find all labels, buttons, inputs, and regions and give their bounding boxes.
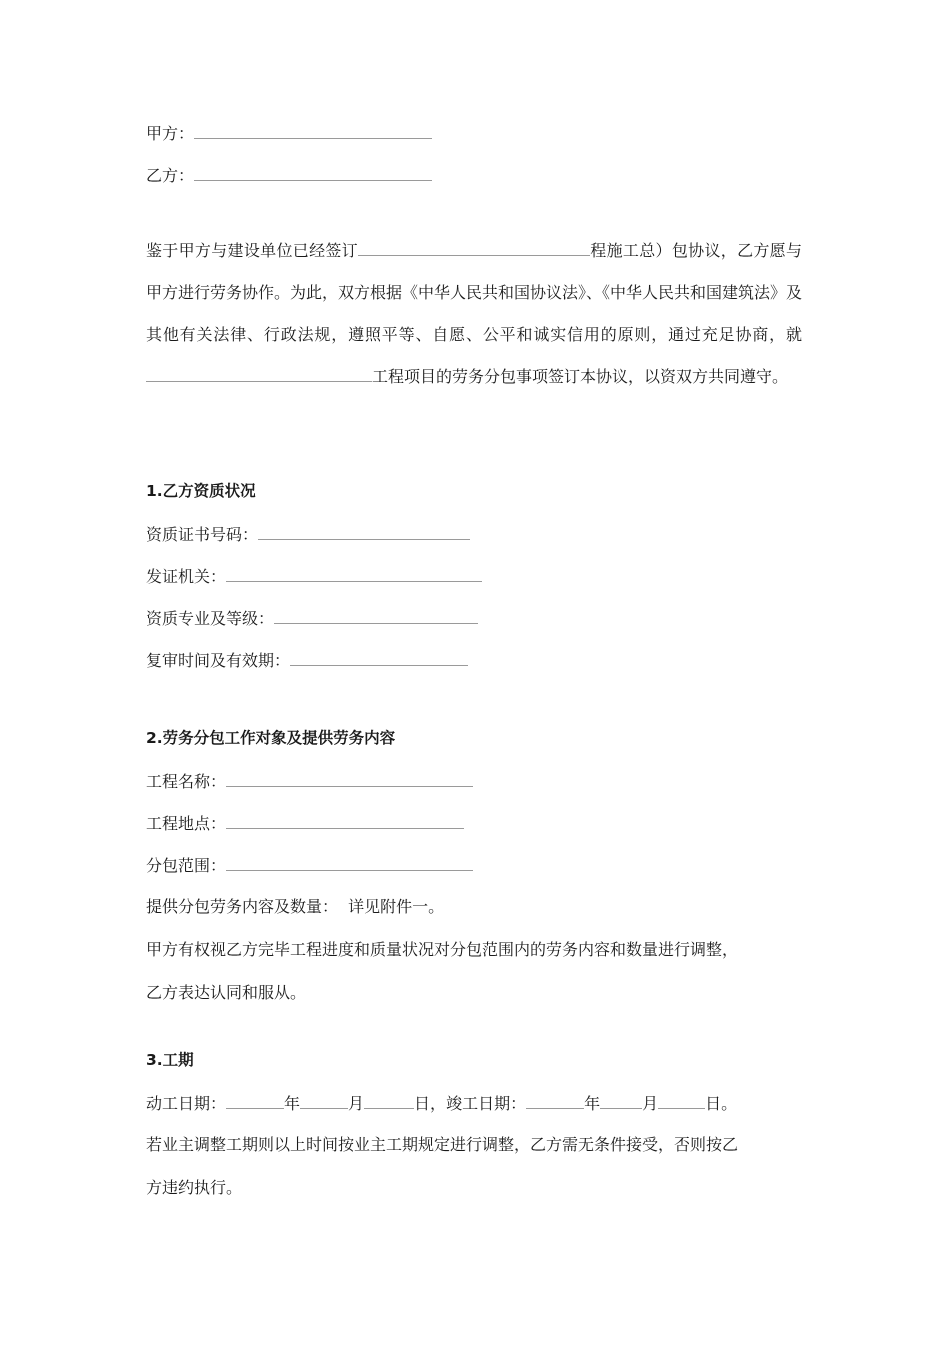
party-a-row: [146, 121, 432, 145]
party-b-blank[interactable]: [194, 163, 432, 181]
end-date-label: 竣工日期：: [446, 1094, 527, 1113]
subcontract-scope-row: [146, 853, 473, 877]
preamble-part1: 鉴于甲方与建设单位已经签订: [146, 241, 358, 260]
party-a-label: 甲方：: [146, 124, 195, 143]
issuing-authority-label: 发证机关：: [146, 567, 227, 586]
start-month-blank[interactable]: [300, 1091, 348, 1109]
schedule-note-line-1: 若业主调整工期则以上时间按业主工期规定进行调整，乙方需无条件接受，否则按乙: [146, 1135, 739, 1154]
issuing-authority-row: [146, 564, 482, 588]
party-b-row: [146, 163, 432, 187]
cert-number-row: [146, 522, 470, 546]
cert-number-label: 资质证书号码：: [146, 525, 259, 544]
end-month-label: 月: [642, 1094, 659, 1113]
end-year-blank[interactable]: [526, 1091, 584, 1109]
schedule-note-line-2: 方违约执行。: [146, 1178, 243, 1197]
project-location-blank[interactable]: [226, 811, 464, 829]
preamble-paragraph: [146, 230, 802, 398]
project-name-field-blank[interactable]: [226, 769, 473, 787]
schedule-row: [146, 1091, 737, 1115]
end-day-blank[interactable]: [658, 1091, 705, 1109]
issuing-authority-blank[interactable]: [226, 564, 482, 582]
labor-content-line: 提供分包劳务内容及数量： 详见附件一。: [146, 897, 445, 916]
project-name-blank[interactable]: [146, 363, 372, 382]
section2-heading: 2.劳务分包工作对象及提供劳务内容: [146, 729, 396, 747]
start-day-label: 日，: [414, 1094, 447, 1113]
start-date-label: 动工日期：: [146, 1094, 227, 1113]
section1-heading: 1.乙方资质状况: [146, 482, 256, 500]
qualification-grade-row: [146, 606, 478, 630]
adjust-line-2: 乙方表达认同和服从。: [146, 983, 307, 1002]
project-name-label: 工程名称：: [146, 772, 227, 791]
adjust-line-1: 甲方有权视乙方完毕工程进度和质量状况对分包范围内的劳务内容和数量进行调整，: [146, 940, 739, 959]
review-validity-row: [146, 648, 468, 672]
party-b-label: 乙方：: [146, 166, 195, 185]
party-a-blank[interactable]: [194, 121, 432, 139]
subcontract-scope-label: 分包范围：: [146, 856, 227, 875]
end-day-label: 日。: [705, 1094, 738, 1113]
preamble-part3: 工程项目的劳务分包事项签订本协议，以资双方共同遵守。: [372, 367, 789, 386]
review-validity-label: 复审时间及有效期：: [146, 651, 291, 670]
end-year-label: 年: [584, 1094, 601, 1113]
start-year-blank[interactable]: [226, 1091, 284, 1109]
qualification-grade-label: 资质专业及等级：: [146, 609, 275, 628]
review-validity-blank[interactable]: [290, 648, 468, 666]
preamble-part2: 程施工总）包协议，乙方愿与甲方进行劳务协作。为此，双方根据《中华人民共和国协议法》、《中华人民共和国建筑法》及其他有关法律、行政法规，遵照平等、自愿、公平和诚实信用的原则，通过充足协商，就: [146, 241, 803, 344]
subcontract-scope-blank[interactable]: [226, 853, 473, 871]
project-name-row: [146, 769, 473, 793]
project-location-row: [146, 811, 464, 835]
start-month-label: 月: [348, 1094, 365, 1113]
start-year-label: 年: [284, 1094, 301, 1113]
section3-heading: 3.工期: [146, 1051, 194, 1069]
qualification-grade-blank[interactable]: [274, 606, 478, 624]
start-day-blank[interactable]: [364, 1091, 414, 1109]
cert-number-blank[interactable]: [258, 522, 470, 540]
project-location-label: 工程地点：: [146, 814, 227, 833]
contract-name-blank[interactable]: [358, 237, 590, 256]
end-month-blank[interactable]: [600, 1091, 642, 1109]
